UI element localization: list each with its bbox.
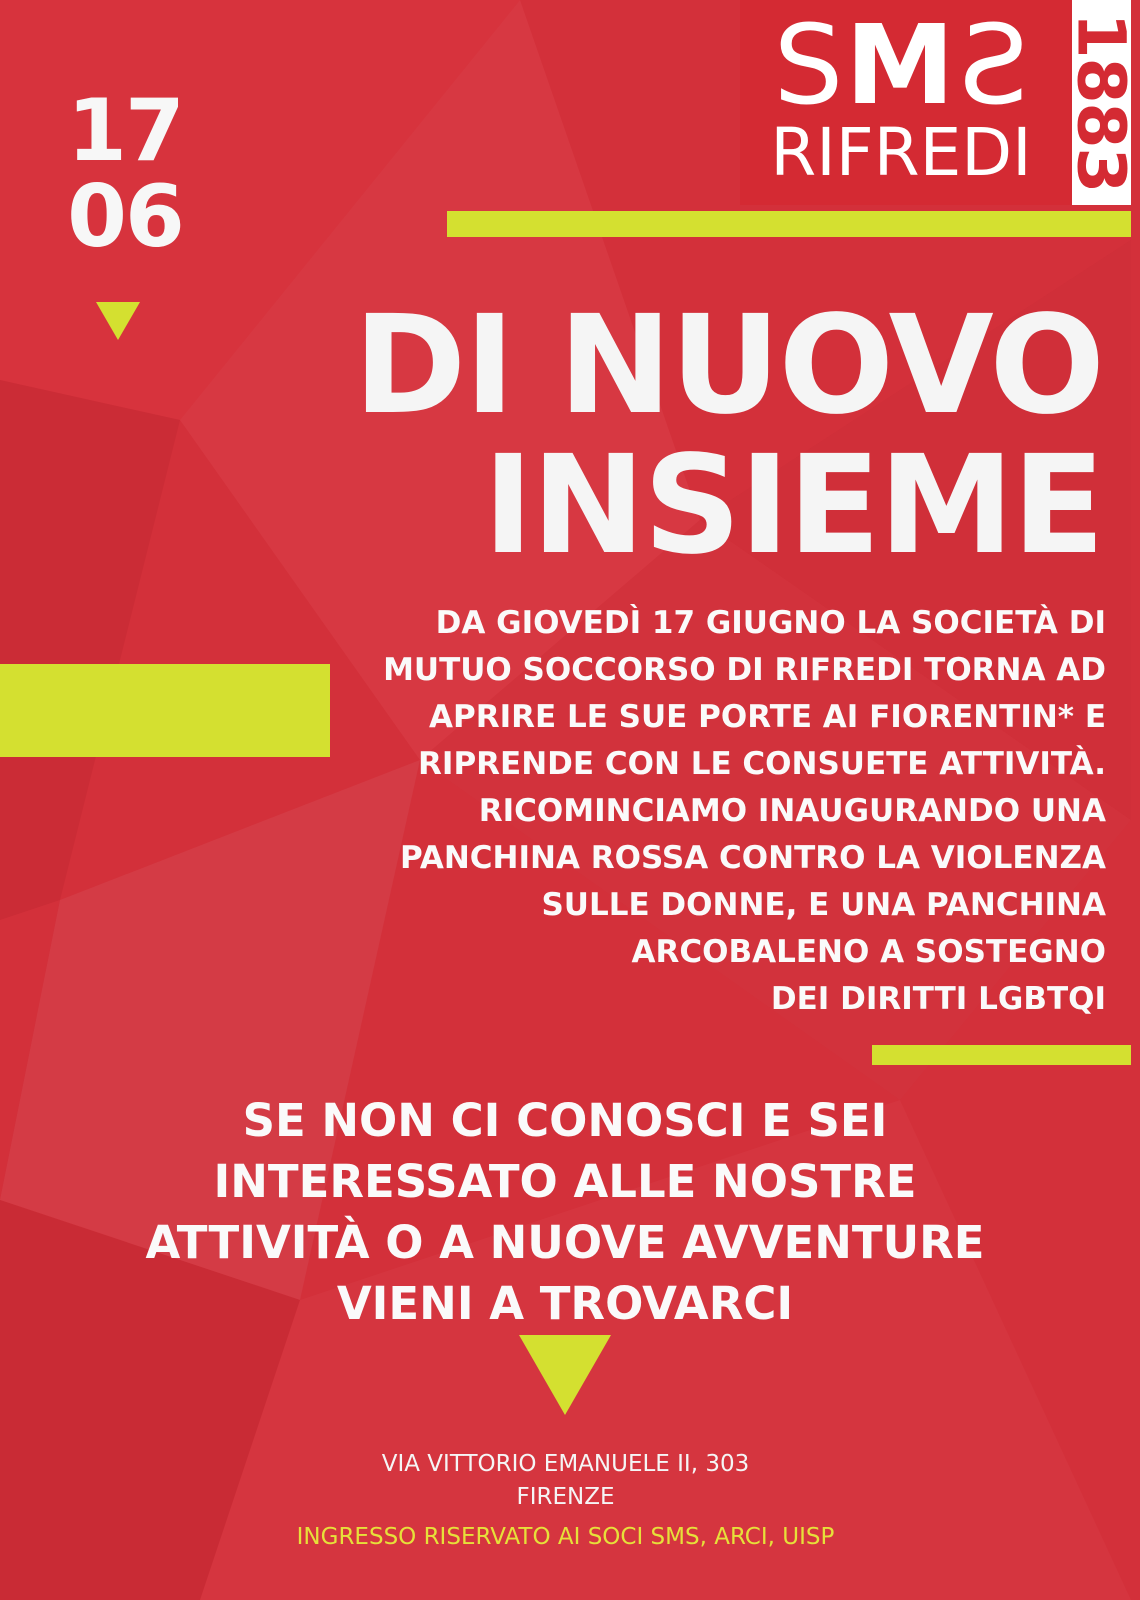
headline-line-2: INSIEME [482, 427, 1103, 585]
announcement-line: MUTUO SOCCORSO DI RIFREDI TORNA AD [383, 652, 1106, 688]
announcement-line: SULLE DONNE, E UNA PANCHINA [541, 887, 1106, 923]
headline-line-1: DI NUOVO [353, 287, 1103, 445]
accent-bar-left [0, 664, 330, 757]
address-city: FIRENZE [516, 1484, 615, 1510]
headline [303, 287, 1103, 585]
logo-m: M [845, 1, 957, 129]
event-date [40, 81, 210, 267]
cta-line: SE NON CI CONOSCI E SEI [242, 1094, 888, 1147]
accent-bar-top [447, 211, 1131, 237]
announcement-line: PANCHINA ROSSA CONTRO LA VIOLENZA [399, 840, 1106, 876]
announcement-line: APRIRE LE SUE PORTE AI FIORENTIN* E [429, 699, 1106, 735]
address [0, 1448, 1131, 1514]
cta-line: INTERESSATO ALLE NOSTRE [213, 1155, 917, 1208]
sms-rifredi-logo [740, 0, 1140, 205]
cta-line: ATTIVITÀ O A NUOVE AVVENTURE [145, 1216, 985, 1269]
announcement-line: DA GIOVEDÌ 17 GIUGNO LA SOCIETÀ DI [435, 605, 1106, 641]
logo-rifredi-text: RIFREDI [770, 114, 1032, 191]
date-day: 17 [67, 81, 183, 181]
announcement-line: DEI DIRITTI LGBTQI [770, 981, 1106, 1017]
cta-line: VIENI A TROVARCI [336, 1277, 794, 1330]
address-street: VIA VITTORIO EMANUELE II, 303 [381, 1451, 750, 1477]
entry-notice: INGRESSO RISERVATO AI SOCI SMS, ARCI, UISP [296, 1524, 835, 1550]
announcement-line: ARCOBALENO A SOSTEGNO [631, 934, 1106, 970]
logo-year: 1883 [1062, 12, 1140, 193]
logo-sms-text [756, 1, 1046, 129]
announcement-line: RIPRENDE CON LE CONSUETE ATTIVITÀ. [418, 746, 1106, 782]
small-down-triangle [96, 302, 140, 340]
logo-s-left: S [773, 1, 846, 129]
logo-year-box [1062, 0, 1140, 205]
call-to-action [20, 1090, 1110, 1334]
date-month: 06 [67, 167, 183, 267]
large-down-triangle [519, 1335, 611, 1415]
accent-bar-right [872, 1045, 1131, 1065]
announcement-line: RICOMINCIAMO INAUGURANDO UNA [478, 793, 1106, 829]
logo-s-mirrored: S [956, 1, 1029, 129]
announcement-text [326, 600, 1106, 1023]
